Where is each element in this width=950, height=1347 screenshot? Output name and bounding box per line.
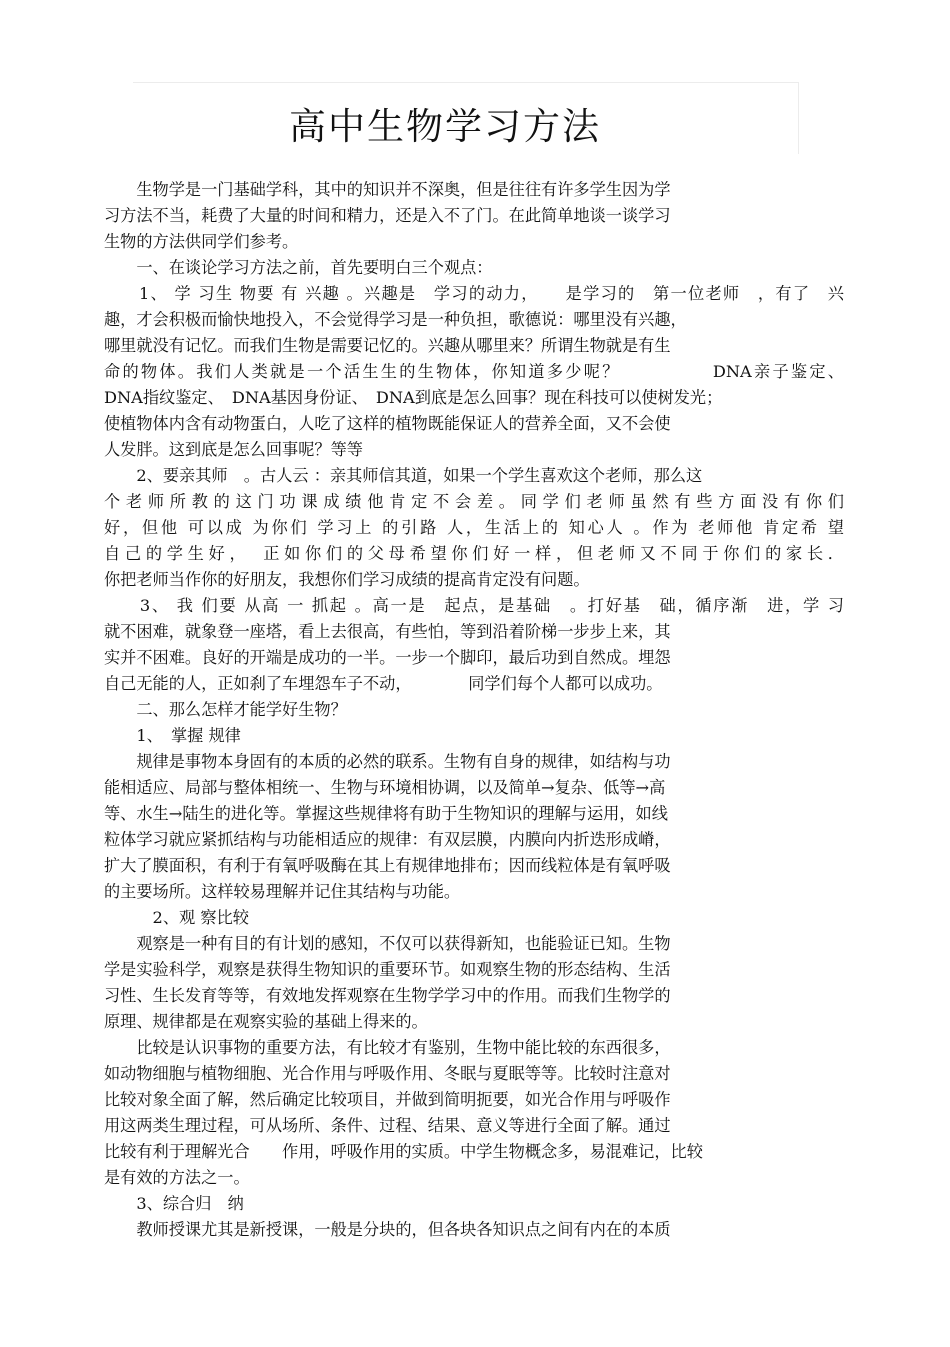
text-line: 规律是事物本身固有的本质的必然的联系。生物有自身的规律，如结构与功: [104, 752, 671, 771]
text-line: 比较对象全面了解，然后确定比较项目，并做到简明扼要，如光合作用与呼吸作: [104, 1090, 671, 1109]
text-line: 用这两类生理过程，可从场所、条件、过程、结果、意义等进行全面了解。通过: [104, 1116, 671, 1135]
text-line: 比较是认识事物的重要方法，有比较才有鉴别，生物中能比较的东西很多，: [104, 1038, 671, 1057]
text-line: 习性、生长发育等等，有效地发挥观察在生物学学习中的作用。而我们生物学的: [104, 986, 671, 1005]
text-line: 等、水生→陆生的进化等。掌握这些规律将有助于生物知识的理解与运用，如线: [104, 804, 668, 823]
text-line: 自己的学生好， 正如你们的父母希望你们好一样，但老师又不同于你们的家长．: [104, 544, 844, 563]
text-line: 教师授课尤其是新授课，一般是分块的，但各块各知识点之间有内在的本质: [104, 1220, 671, 1239]
text-line: 习方法不当，耗费了大量的时间和精力，还是入不了门。在此简单地谈一谈学习: [104, 206, 671, 225]
text-line: 就不困难，就象登一座塔，看上去很高，有些怕，等到沿着阶梯一步步上来，其: [104, 622, 671, 641]
text-line: DNA指纹鉴定、 DNA基因身份证、 DNA到底是怎么回事？现在科技可以使树发光；: [104, 388, 723, 407]
text-line: 是有效的方法之一。: [104, 1168, 250, 1187]
text-line: 哪里就没有记忆。而我们生物是需要记忆的。兴趣从哪里来？所谓生物就是有生: [104, 336, 671, 355]
text-line: 学是实验科学，观察是获得生物知识的重要环节。如观察生物的形态结构、生活: [104, 960, 671, 979]
text-line: 自己无能的人，正如刹了车埋怨车子不动， 同学们每个人都可以成功。: [104, 674, 663, 693]
text-line: 3、 我 们要 从高 一 抓起 。高一是 起点，是基础 。打好基 础，循序渐 进，学 习: [104, 596, 844, 615]
subsection-heading: 1、 掌握 规律: [104, 726, 241, 745]
text-line: 命的物体。我们人类就是一个活生生的生物体，你知道多少呢？ DNA亲子鉴定、: [104, 362, 844, 381]
section-heading: 二、那么怎样才能学好生物？: [104, 700, 347, 719]
text-line: 原理、规律都是在观察实验的基础上得来的。: [104, 1012, 428, 1031]
text-line: 如动物细胞与植物细胞、光合作用与呼吸作用、冬眠与夏眠等等。比较时注意对: [104, 1064, 671, 1083]
text-line: 使植物体内含有动物蛋白，人吃了这样的植物既能保证人的营养全面，又不会使: [104, 414, 671, 433]
text-line: 扩大了膜面积，有利于有氧呼吸酶在其上有规律地排布；因而线粒体是有氧呼吸: [104, 856, 671, 875]
text-line: 能相适应、局部与整体相统一、生物与环境相协调，以及简单→复杂、低等→高: [104, 778, 666, 797]
subsection-heading: 2、观 察比较: [104, 908, 249, 927]
text-line: 生物学是一门基础学科，其中的知识并不深奥，但是往往有许多学生因为学: [104, 180, 671, 199]
text-line: 粒体学习就应紧抓结构与功能相适应的规律：有双层膜，内膜向内折迭形成嵴，: [104, 830, 671, 849]
subsection-heading: 3、综合归 纳: [104, 1194, 244, 1213]
text-line: 2、要亲其师 。古人云 ：亲其师信其道，如果一个学生喜欢这个老师，那么这: [104, 466, 703, 485]
text-line: 的主要场所。这样较易理解并记住其结构与功能。: [104, 882, 461, 901]
text-line: 1、 学 习生 物要 有 兴趣 。兴趣是 学习的动力， 是学习的 第一位老师 ，有了 兴: [104, 284, 844, 303]
text-line: 生物的方法供同学们参考。: [104, 232, 299, 251]
text-line: 趣，才会积极而愉快地投入，不会觉得学习是一种负担，歌德说：哪里没有兴趣，: [104, 310, 687, 329]
page-title: 高中生物学习方法: [289, 105, 601, 148]
text-line: 实并不困难。良好的开端是成功的一半。一步一个脚印，最后功到自然成。埋怨: [104, 648, 671, 667]
text-line: 人发胖。这到底是怎么回事呢？等等: [104, 440, 363, 459]
section-heading: 一、在谈论学习方法之前，首先要明白三个观点：: [104, 258, 493, 277]
header-rule: [133, 82, 799, 83]
text-line: 观察是一种有目的有计划的感知，不仅可以获得新知，也能验证已知。生物: [104, 934, 671, 953]
text-line: 好，但他 可以成 为你们 学习上 的引路 人，生活上的 知心人 。作为 老师他 肯定希 望: [104, 518, 844, 537]
text-line: 比较有利于理解光合 作用，呼吸作用的实质。中学生物概念多，易混难记，比较: [104, 1142, 703, 1161]
text-line: 你把老师当作你的好朋友，我想你们学习成绩的提高肯定没有问题。: [104, 570, 590, 589]
text-line: 个老师所教的这门功课成绩他肯定不会差。同学们老师虽然有些方面没有你们: [104, 492, 844, 511]
